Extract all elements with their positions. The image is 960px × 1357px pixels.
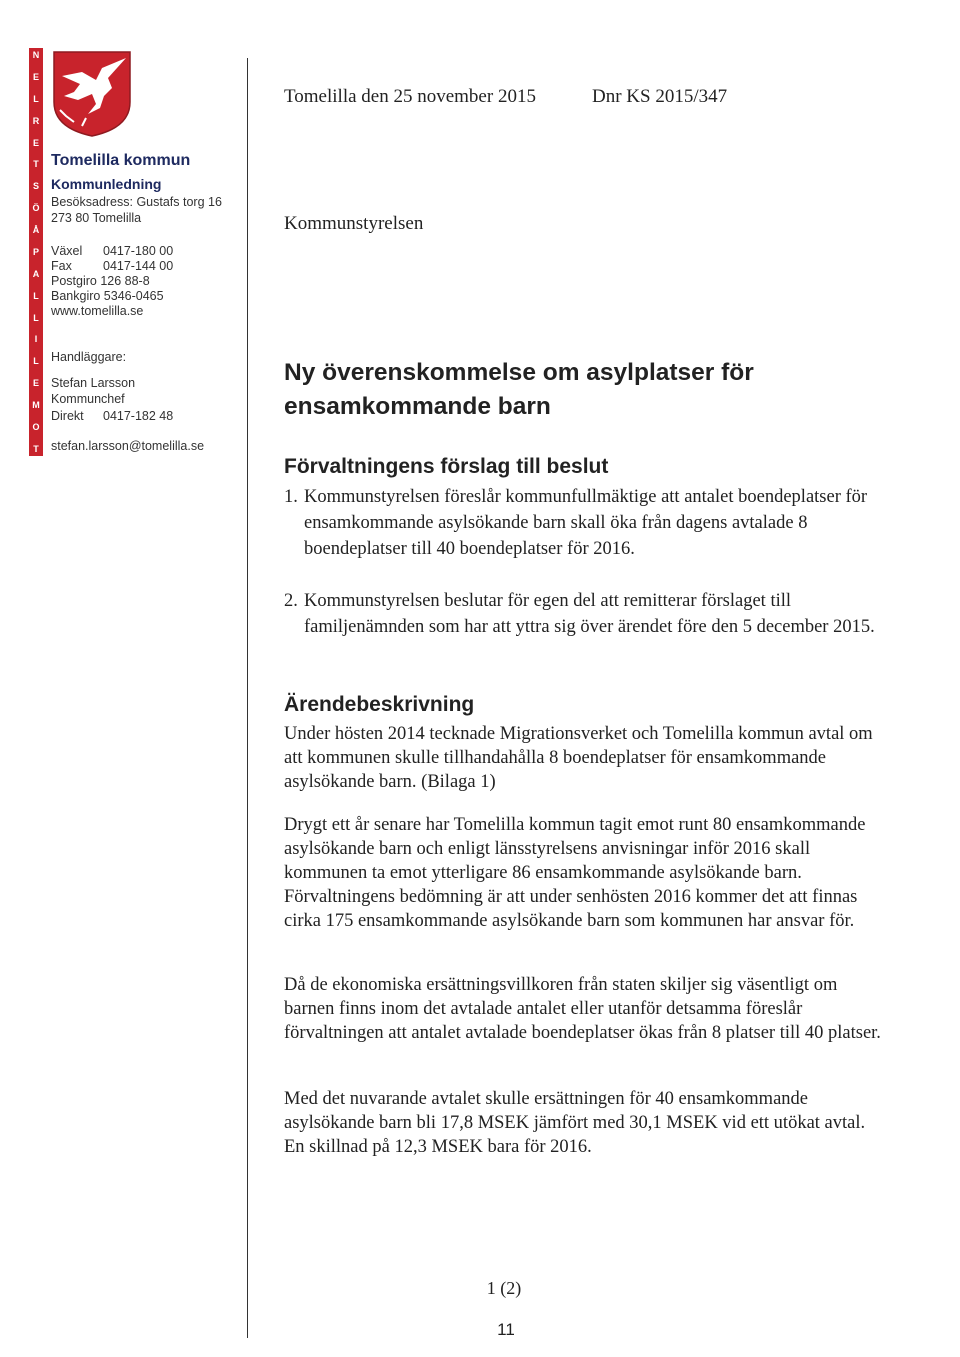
band-letter: L bbox=[33, 312, 39, 323]
letter-date: Tomelilla den 25 november 2015 bbox=[284, 86, 536, 107]
fax-label: Fax bbox=[51, 259, 72, 273]
diary-number: Dnr KS 2015/347 bbox=[592, 86, 728, 107]
department-name: Kommunledning bbox=[51, 176, 162, 192]
description-heading: Ärendebeskrivning bbox=[284, 693, 475, 716]
municipality-name-band bbox=[29, 48, 43, 456]
description-paragraph: Under hösten 2014 tecknade Migrationsverket och Tomelilla kommun avtal om att kommunen skulle tillhandahålla 8 boendeplatser för ensamkommande asylsökande barn. (Bilaga 1) bbox=[284, 724, 873, 792]
proposal-item bbox=[284, 484, 884, 562]
band-letter: Å bbox=[32, 225, 40, 235]
proposal-item bbox=[284, 588, 884, 640]
band-letter: I bbox=[34, 334, 38, 345]
band-letter: T bbox=[33, 159, 39, 170]
item-text: Kommunstyrelsen föreslår kommunfullmäktige att antalet boendeplatser för ensamkommande asylsökande barn skall öka från dagens avtalade 8 boendeplatser till 40 boendeplatser för 2016. bbox=[304, 487, 868, 559]
description-paragraph: Då de ekonomiska ersättningsvillkoren från staten skiljer sig väsentligt om barnen finns inom det avtalade antalet eller utanför detsamma föreslår förvaltningen att antalet avtalade boendeplatser ökas från 8 platser till 40 platser. bbox=[284, 975, 881, 1043]
band-letter: E bbox=[32, 137, 39, 148]
handler-title: Kommunchef bbox=[51, 392, 125, 406]
band-letter: E bbox=[32, 71, 39, 82]
band-letter: A bbox=[32, 268, 40, 279]
phone-switchboard bbox=[51, 244, 173, 259]
visit-address: Besöksadress: Gustafs torg 16 bbox=[51, 195, 222, 209]
direct-value: 0417-182 48 bbox=[103, 409, 174, 423]
bankgiro: Bankgiro 5346-0465 bbox=[51, 289, 164, 303]
item-text: Kommunstyrelsen beslutar för egen del att remitterar förslaget till familjenämnden som har att yttra sig över ärendet före den 5 december 2015. bbox=[304, 591, 875, 637]
date-line bbox=[284, 86, 728, 108]
band-letter: P bbox=[32, 246, 39, 257]
proposal-heading: Förvaltningens förslag till beslut bbox=[284, 455, 609, 478]
direct-label: Direkt bbox=[51, 409, 84, 423]
email-link[interactable]: stefan.larsson@tomelilla.se bbox=[51, 439, 205, 453]
handler-label: Handläggare: bbox=[51, 350, 127, 364]
band-letter: E bbox=[32, 378, 39, 389]
document-page-number: 11 bbox=[497, 1320, 515, 1339]
fax bbox=[51, 259, 173, 274]
recipient: Kommunstyrelsen bbox=[284, 213, 424, 234]
page-indicator: 1 (2) bbox=[486, 1278, 522, 1298]
postgiro: Postgiro 126 88-8 bbox=[51, 274, 150, 288]
column-divider bbox=[247, 58, 248, 1338]
item-number: 1. bbox=[284, 487, 298, 507]
band-letter: L bbox=[33, 356, 39, 367]
phone-value: 0417-180 00 bbox=[103, 244, 174, 258]
direct-phone bbox=[51, 409, 173, 424]
band-letter: N bbox=[32, 50, 40, 60]
description-paragraph: Drygt ett år senare har Tomelilla kommun tagit emot runt 80 ensamkommande asylsökande barn och enligt länsstyrelsens anvisningar inför 2016 skall kommunen ta emot ytterligare 86 ensamkommande asylsökande barn. Förvaltningens bedömning är att under senhösten 2016 kommer det att finnas cirka 175 ensamkommande asylsökande barn som kommunen har ansvar för. bbox=[284, 815, 866, 931]
band-letter: M bbox=[32, 400, 40, 410]
band-letter: L bbox=[33, 290, 39, 301]
org-name: Tomelilla kommun bbox=[51, 152, 191, 169]
phone-label: Växel bbox=[51, 244, 83, 258]
handler-name: Stefan Larsson bbox=[51, 376, 136, 390]
postal-address: 273 80 Tomelilla bbox=[51, 211, 142, 225]
description-paragraph: Med det nuvarande avtalet skulle ersättningen för 40 ensamkommande asylsökande barn bli 17,8 MSEK jämfört med 30,1 MSEK vid ett utökat avtal. En skillnad på 12,3 MSEK bara för 2016. bbox=[284, 1089, 866, 1157]
band-letter: Ö bbox=[32, 203, 40, 214]
band-letter: S bbox=[32, 181, 39, 192]
band-letter: R bbox=[32, 115, 40, 126]
fax-value: 0417-144 00 bbox=[103, 259, 174, 273]
coat-of-arms-icon bbox=[52, 50, 132, 138]
band-letter: T bbox=[33, 443, 39, 454]
item-number: 2. bbox=[284, 591, 298, 611]
website-link[interactable]: www.tomelilla.se bbox=[51, 304, 144, 318]
band-letter: L bbox=[33, 93, 39, 104]
page-title: Ny överenskommelse om asylplatser för ensamkommande barn bbox=[284, 359, 754, 420]
band-letter: O bbox=[32, 421, 40, 432]
